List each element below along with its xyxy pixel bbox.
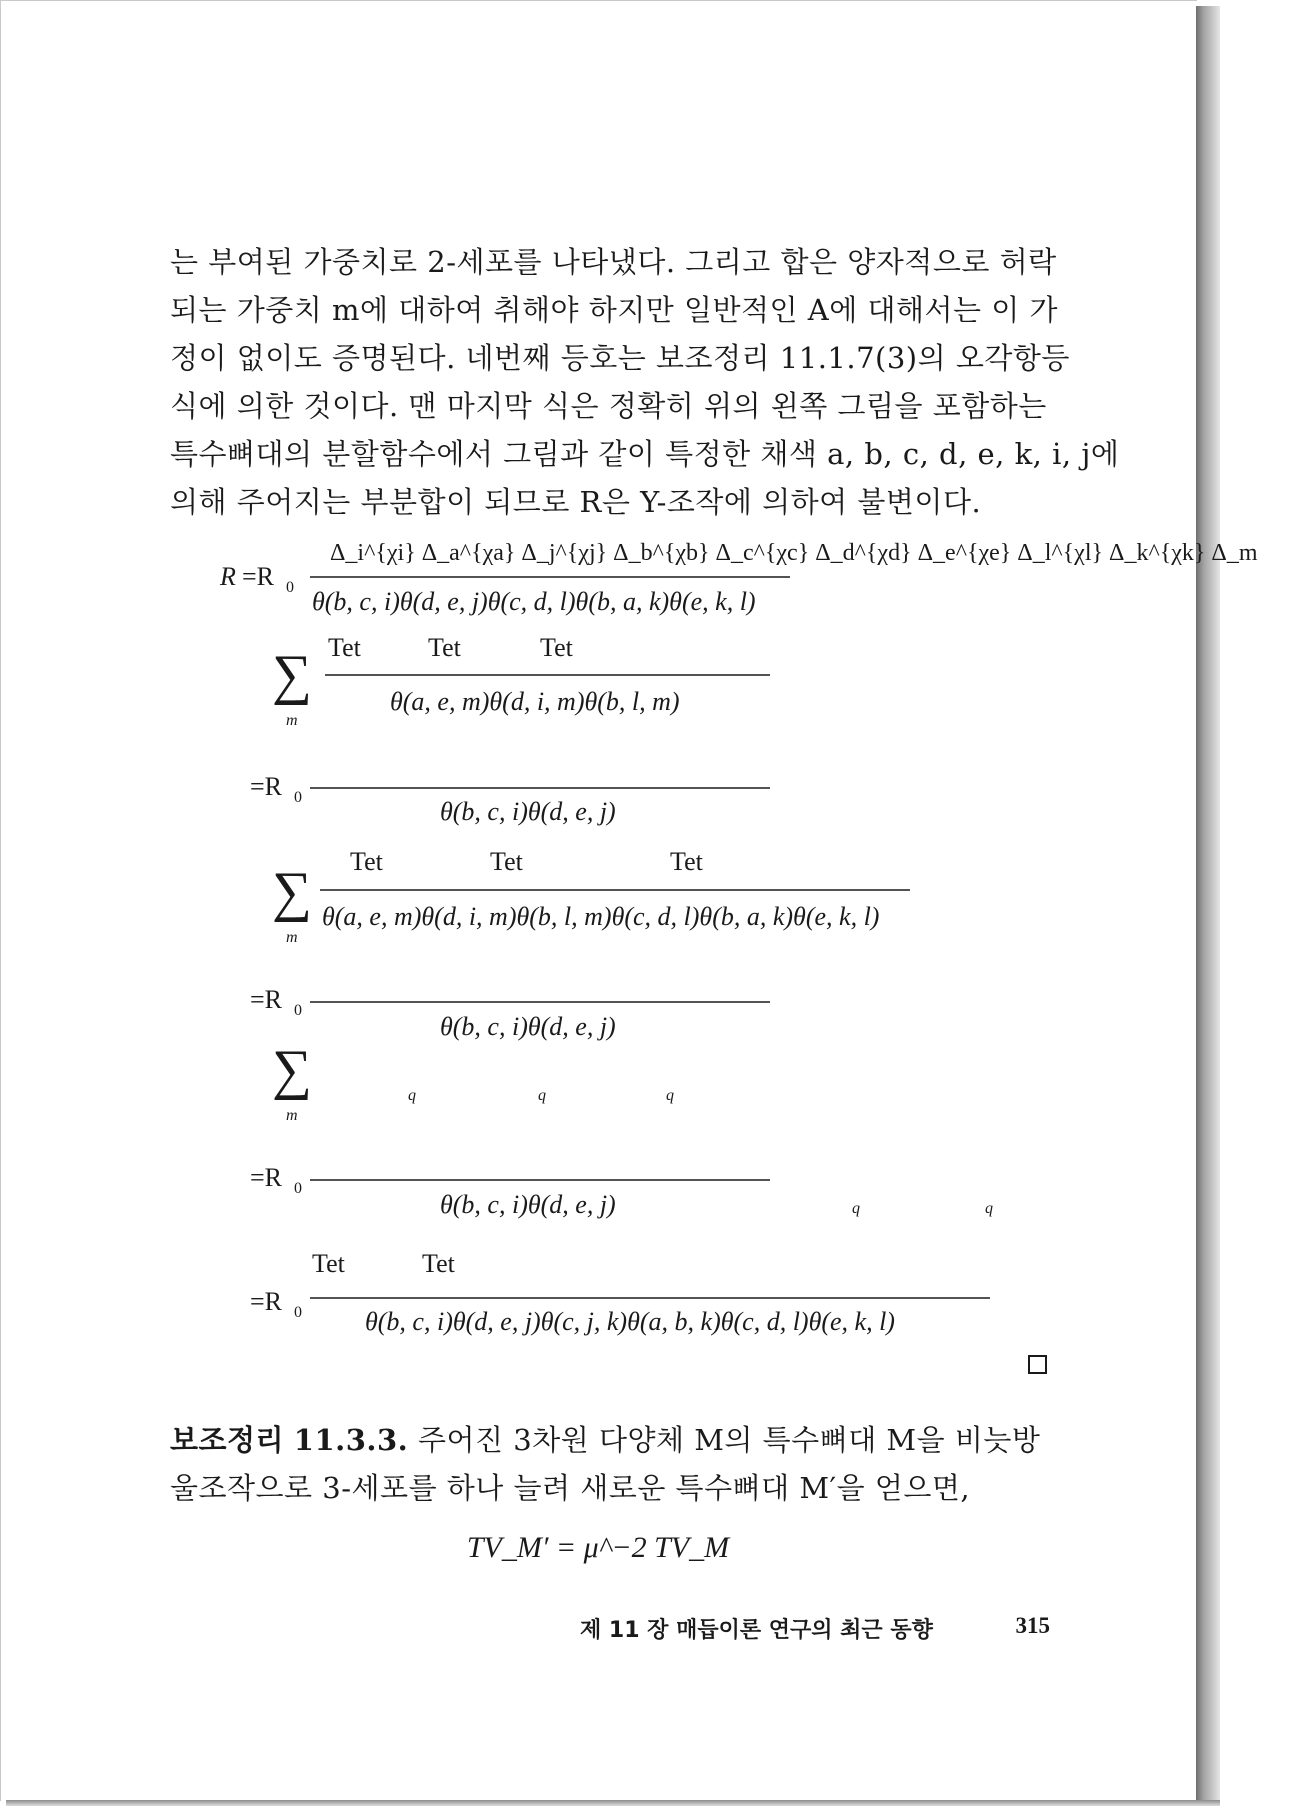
q-subscript: q bbox=[852, 1200, 860, 1217]
q-subscript: q bbox=[408, 1087, 416, 1104]
lemma-line-2: 울조작으로 3-세포를 하나 늘려 새로운 특수뼈대 M′을 얻으면, bbox=[170, 1471, 971, 1505]
lemma-title: 보조정리 bbox=[170, 1423, 285, 1457]
row3-denominator: θ(b, c, i)θ(d, e, j) bbox=[440, 797, 616, 826]
q-subscript: q bbox=[538, 1087, 546, 1104]
row2-denominator: θ(a, e, m)θ(d, i, m)θ(b, l, m) bbox=[390, 687, 680, 716]
page-number: 315 bbox=[1015, 1613, 1050, 1638]
equals-r0: =R bbox=[250, 772, 283, 801]
r0-subscript: 0 bbox=[294, 1180, 302, 1197]
equals-r0: =R bbox=[250, 985, 283, 1014]
row6-denominator: θ(b, c, i)θ(d, e, j) bbox=[440, 1190, 616, 1219]
tet-label: Tet bbox=[422, 1249, 455, 1278]
row7-denominator: θ(b, c, i)θ(d, e, j)θ(c, j, k)θ(a, b, k)θ(c, d, l)θ(e, k, l) bbox=[365, 1307, 895, 1336]
sum-symbol: ∑ bbox=[272, 644, 312, 706]
equals-r0: =R bbox=[250, 1287, 283, 1316]
paragraph-line: 식에 의한 것이다. 맨 마지막 식은 정확히 위의 왼쪽 그림을 포함하는 bbox=[170, 389, 1047, 423]
paragraph-line: 의해 주어지는 부분합이 되므로 R은 Y-조작에 의하여 불변이다. bbox=[170, 485, 982, 519]
paragraph-line: 정이 없이도 증명된다. 네번째 등호는 보조정리 11.1.7(3)의 오각항등 bbox=[170, 341, 1070, 375]
tet-label: Tet bbox=[312, 1249, 345, 1278]
row5-denominator: θ(b, c, i)θ(d, e, j) bbox=[440, 1012, 616, 1041]
paragraph-line: 특수뼈대의 분할함수에서 그림과 같이 특정한 채색 a, b, c, d, e, k, i, j에 bbox=[170, 437, 1120, 471]
row1-numerator: Δ_i^{χi} Δ_a^{χa} Δ_j^{χj} Δ_b^{χb} Δ_c^{χc} Δ_d^{χd} Δ_e^{χe} Δ_l^{χl} Δ_k^{χk} Δ_m bbox=[330, 540, 1258, 566]
tet-label: Tet bbox=[540, 633, 573, 662]
r0-subscript: 0 bbox=[294, 1002, 302, 1019]
equation-lhs: R bbox=[220, 562, 236, 591]
equals-r0: =R bbox=[242, 562, 275, 591]
row1-denominator: θ(b, c, i)θ(d, e, j)θ(c, d, l)θ(b, a, k)θ(e, k, l) bbox=[312, 587, 756, 616]
page-edge-shadow bbox=[1196, 6, 1220, 1800]
sum-index: m bbox=[286, 712, 298, 729]
page-bottom-shadow bbox=[6, 1800, 1220, 1806]
row4-denominator: θ(a, e, m)θ(d, i, m)θ(b, l, m)θ(c, d, l)θ(b, a, k)θ(e, k, l) bbox=[322, 902, 880, 931]
lemma-line-1 bbox=[170, 1418, 1040, 1459]
q-subscript: q bbox=[666, 1087, 674, 1104]
tet-label: Tet bbox=[670, 847, 703, 876]
chapter-title: 제 11 장 매듭이론 연구의 최근 동향 bbox=[580, 1618, 933, 1643]
tet-label: Tet bbox=[328, 633, 361, 662]
sum-index: m bbox=[286, 929, 298, 946]
tet-label: Tet bbox=[350, 847, 383, 876]
tet-label: Tet bbox=[490, 847, 523, 876]
tet-label: Tet bbox=[428, 633, 461, 662]
paragraph-line: 되는 가중치 m에 대하여 취해야 하지만 일반적인 A에 대해서는 이 가 bbox=[170, 293, 1058, 327]
r0-subscript: 0 bbox=[294, 1304, 302, 1321]
lemma-number: 11.3.3. bbox=[293, 1423, 409, 1457]
sum-symbol: ∑ bbox=[272, 1039, 312, 1101]
equals-r0: =R bbox=[250, 1163, 283, 1192]
sum-index: m bbox=[286, 1107, 298, 1124]
r0-subscript: 0 bbox=[294, 789, 302, 806]
q-subscript: q bbox=[985, 1200, 993, 1217]
lemma-equation: TV_M′ = μ^−2 TV_M bbox=[466, 1531, 730, 1564]
paragraph-line: 는 부여된 가중치로 2-세포를 나타냈다. 그리고 합은 양자적으로 허락 bbox=[170, 245, 1057, 279]
r0-subscript: 0 bbox=[286, 579, 294, 596]
lemma-text: 주어진 3차원 다양체 M의 특수뼈대 M을 비늣방 bbox=[418, 1423, 1041, 1457]
equation-block bbox=[200, 530, 1258, 1350]
qed-box bbox=[1028, 1355, 1047, 1374]
sum-symbol: ∑ bbox=[272, 861, 312, 923]
